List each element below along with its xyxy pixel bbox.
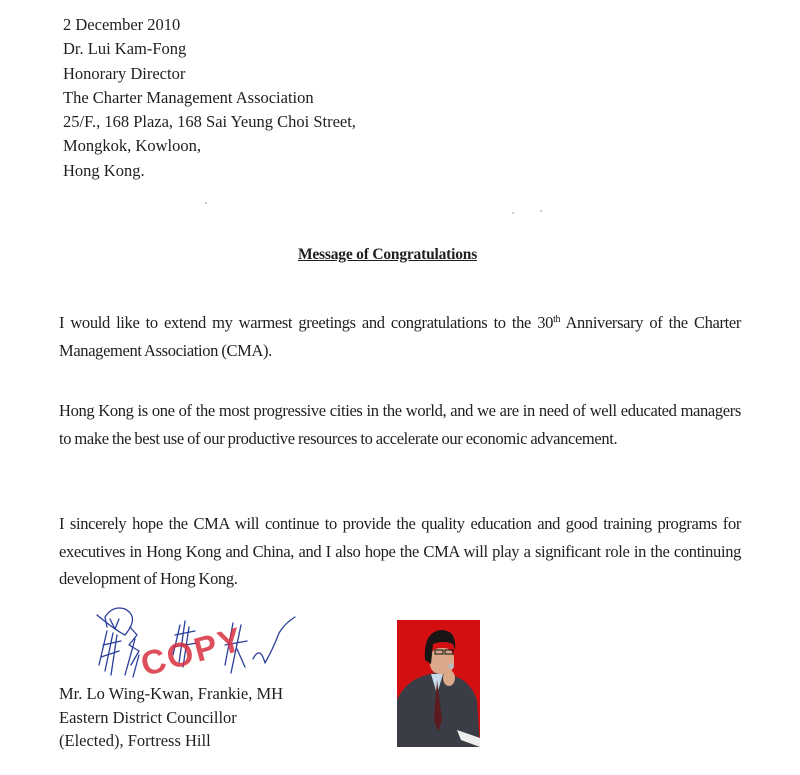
letter-heading: Message of Congratulations	[297, 246, 478, 263]
address-line: Mongkok, Kowloon,	[63, 136, 201, 156]
signatory-photo	[397, 620, 480, 747]
paragraph-text: Anniversary of the Charter Management Association (CMA).	[59, 313, 741, 360]
paragraph-hope: I sincerely hope the CMA will continue to provide the quality education and good training programs for executives in Hong Kong and China, and I also hope the CMA will play a significant role in the continuing development of Hong Kong.	[59, 514, 741, 588]
portrait-image	[397, 620, 480, 747]
signatory-position: Eastern District Councillor	[59, 707, 237, 727]
recipient-organization: The Charter Management Association	[63, 87, 314, 107]
signatory-name: Mr. Lo Wing-Kwan, Frankie, MH	[59, 684, 284, 703]
letter-date: 2 December 2010	[63, 15, 181, 34]
ordinal-suffix: th	[553, 314, 561, 325]
recipient-name: Dr. Lui Kam-Fong	[63, 39, 187, 59]
address-line: 25/F., 168 Plaza, 168 Sai Yeung Choi Street,	[63, 112, 356, 132]
signatory-block	[59, 682, 283, 753]
scan-speck	[205, 202, 207, 204]
address-line: Hong Kong.	[63, 160, 145, 180]
signatory-constituency: (Elected), Fortress Hill	[59, 731, 211, 750]
paragraph-hong-kong: Hong Kong is one of the most progressive cities in the world, and we are in need of well educated managers to make the best use of our productive resources to accelerate our economic advancement.	[59, 401, 741, 448]
paragraph-greeting	[59, 309, 741, 364]
paragraph-text: I would like to extend my warmest greetings and congratulations to the 30	[59, 313, 554, 332]
scan-speck	[540, 210, 542, 212]
recipient-title: Honorary Director	[63, 63, 186, 83]
recipient-address-block	[63, 13, 356, 183]
copy-stamp	[85, 605, 300, 685]
scan-speck	[512, 212, 514, 214]
copy-stamp-text: COPY	[136, 620, 248, 684]
signature-with-copy-stamp	[85, 605, 300, 685]
